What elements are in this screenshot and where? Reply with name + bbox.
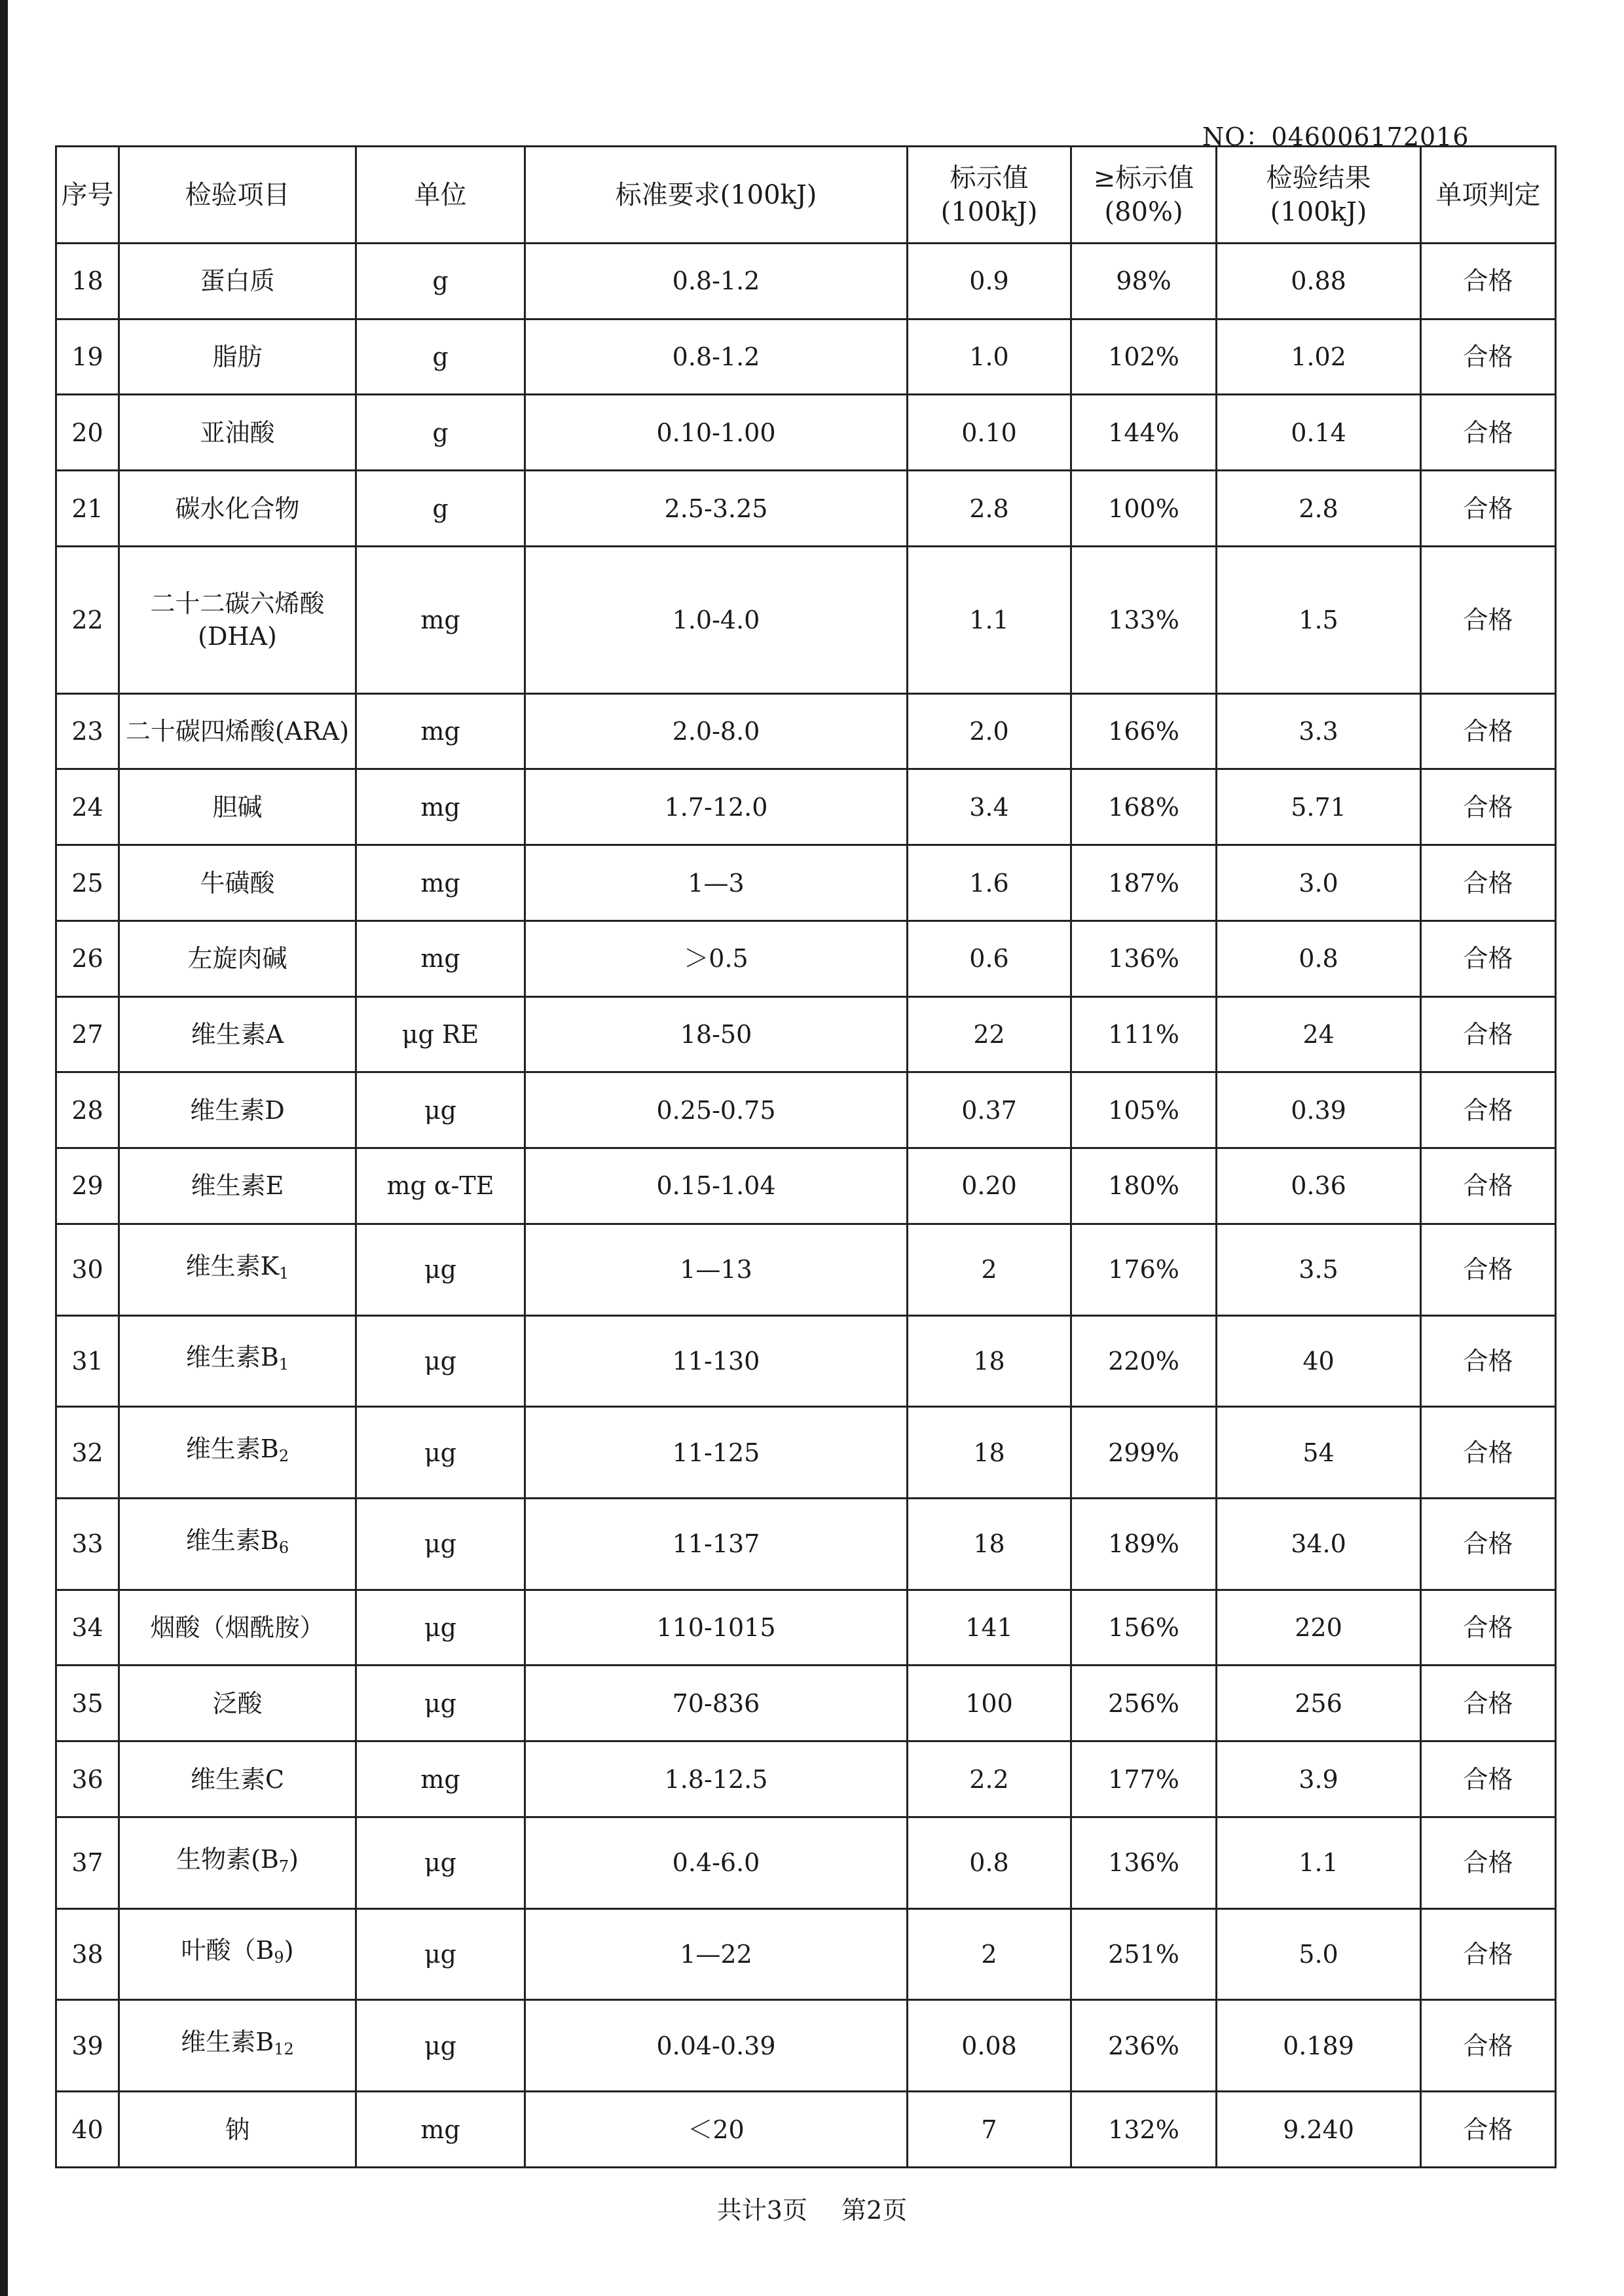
table-row [56, 2000, 1556, 2092]
cell-unit: μg [356, 1666, 525, 1741]
table-row [56, 1741, 1556, 1817]
cell-percent: 166% [1071, 693, 1217, 769]
scan-edge [0, 0, 8, 2296]
cell-result: 0.39 [1217, 1072, 1421, 1148]
cell-seq: 18 [56, 244, 119, 319]
cell-unit: mg [356, 546, 525, 693]
cell-percent: 251% [1071, 1908, 1217, 2000]
item-label: 泛酸 [212, 1688, 263, 1718]
cell-labeled-value: 0.37 [908, 1072, 1071, 1148]
cell-unit: mg [356, 769, 525, 845]
cell-labeled-value: 100 [908, 1666, 1071, 1741]
item-label: 维生素C [190, 1764, 285, 1794]
cell-percent: 105% [1071, 1072, 1217, 1148]
cell-judgment: 合格 [1421, 769, 1556, 845]
cell-result: 0.189 [1217, 2000, 1421, 2092]
table-row [56, 2092, 1556, 2168]
item-label: 烟酸（烟酰胺） [150, 1613, 325, 1643]
header-result: 检验结果 (100kJ) [1217, 147, 1421, 244]
cell-judgment: 合格 [1421, 2000, 1556, 2092]
cell-standard: 18-50 [525, 996, 908, 1072]
item-label: 维生素K [185, 1251, 280, 1281]
cell-unit: mg α-TE [356, 1148, 525, 1224]
cell-judgment: 合格 [1421, 395, 1556, 471]
table-row [56, 845, 1556, 921]
cell-item [119, 1148, 356, 1224]
cell-labeled-value: 2.2 [908, 1741, 1071, 1817]
cell-unit: μg [356, 1224, 525, 1315]
item-label: 生物素(B [176, 1844, 279, 1874]
cell-result: 5.0 [1217, 1908, 1421, 2000]
item-label: 维生素D [190, 1095, 285, 1125]
cell-standard: 1—3 [525, 845, 908, 921]
table-row [56, 1817, 1556, 1908]
cell-labeled-value: 1.0 [908, 319, 1071, 395]
cell-seq: 35 [56, 1666, 119, 1741]
table-row [56, 319, 1556, 395]
cell-labeled-value: 18 [908, 1315, 1071, 1407]
table-body [56, 244, 1556, 2168]
cell-seq: 28 [56, 1072, 119, 1148]
cell-unit: g [356, 395, 525, 471]
cell-labeled-value: 1.1 [908, 546, 1071, 693]
cell-item [119, 920, 356, 996]
cell-item [119, 546, 356, 693]
item-subscript: 12 [274, 2040, 294, 2059]
cell-judgment: 合格 [1421, 920, 1556, 996]
cell-seq: 36 [56, 1741, 119, 1817]
cell-item [119, 395, 356, 471]
cell-seq: 20 [56, 395, 119, 471]
cell-item [119, 2092, 356, 2168]
cell-percent: 180% [1071, 1148, 1217, 1224]
header-judgment: 单项判定 [1421, 147, 1556, 244]
cell-result: 5.71 [1217, 769, 1421, 845]
cell-judgment: 合格 [1421, 1148, 1556, 1224]
cell-standard: 110-1015 [525, 1590, 908, 1666]
cell-labeled-value: 2 [908, 1908, 1071, 2000]
item-label: 维生素E [191, 1171, 284, 1201]
cell-standard: 11-137 [525, 1499, 908, 1590]
item-label: 亚油酸 [200, 418, 275, 447]
cell-result: 3.5 [1217, 1224, 1421, 1315]
cell-item [119, 1315, 356, 1407]
item-label: 叶酸（B [181, 1936, 274, 1965]
total-pages: 共计3页 [716, 2196, 807, 2225]
header-labeled-value: 标示值 (100kJ) [908, 147, 1071, 244]
cell-item [119, 1499, 356, 1590]
cell-item [119, 845, 356, 921]
cell-standard: 70-836 [525, 1666, 908, 1741]
cell-judgment: 合格 [1421, 1224, 1556, 1315]
item-label: 维生素B [181, 2028, 274, 2057]
table-row [56, 1666, 1556, 1741]
cell-seq: 30 [56, 1224, 119, 1315]
cell-percent: 132% [1071, 2092, 1217, 2168]
cell-item [119, 244, 356, 319]
cell-judgment: 合格 [1421, 1817, 1556, 1908]
cell-seq: 21 [56, 471, 119, 547]
cell-labeled-value: 2 [908, 1224, 1071, 1315]
item-label: 碳水化合物 [175, 494, 300, 523]
cell-item [119, 1224, 356, 1315]
item-label: 维生素A [191, 1020, 284, 1049]
cell-judgment: 合格 [1421, 1666, 1556, 1741]
cell-judgment: 合格 [1421, 1072, 1556, 1148]
table-row [56, 1148, 1556, 1224]
cell-unit: μg [356, 1499, 525, 1590]
cell-judgment: 合格 [1421, 1908, 1556, 2000]
item-label: 牛磺酸 [200, 868, 275, 898]
cell-judgment: 合格 [1421, 471, 1556, 547]
cell-percent: 176% [1071, 1224, 1217, 1315]
cell-result: 256 [1217, 1666, 1421, 1741]
cell-unit: mg [356, 1741, 525, 1817]
cell-seq: 34 [56, 1590, 119, 1666]
cell-labeled-value: 0.9 [908, 244, 1071, 319]
cell-standard: 11-125 [525, 1407, 908, 1499]
cell-result: 1.02 [1217, 319, 1421, 395]
cell-unit: μg [356, 2000, 525, 2092]
cell-standard: 0.25-0.75 [525, 1072, 908, 1148]
cell-labeled-value: 2.0 [908, 693, 1071, 769]
cell-item [119, 1590, 356, 1666]
cell-percent: 133% [1071, 546, 1217, 693]
cell-unit: μg [356, 1315, 525, 1407]
cell-unit: μg [356, 1590, 525, 1666]
cell-result: 9.240 [1217, 2092, 1421, 2168]
header-item: 检验项目 [119, 147, 356, 244]
table-row [56, 1499, 1556, 1590]
cell-result: 2.8 [1217, 471, 1421, 547]
cell-labeled-value: 18 [908, 1407, 1071, 1499]
cell-standard: 1—13 [525, 1224, 908, 1315]
cell-labeled-value: 7 [908, 2092, 1071, 2168]
cell-seq: 29 [56, 1148, 119, 1224]
cell-result: 3.3 [1217, 693, 1421, 769]
cell-result: 220 [1217, 1590, 1421, 1666]
table-row [56, 1315, 1556, 1407]
cell-seq: 33 [56, 1499, 119, 1590]
cell-seq: 26 [56, 920, 119, 996]
cell-percent: 156% [1071, 1590, 1217, 1666]
cell-percent: 236% [1071, 2000, 1217, 2092]
cell-percent: 220% [1071, 1315, 1217, 1407]
cell-seq: 31 [56, 1315, 119, 1407]
cell-percent: 100% [1071, 471, 1217, 547]
cell-percent: 136% [1071, 920, 1217, 996]
cell-standard: 0.8-1.2 [525, 319, 908, 395]
cell-item [119, 319, 356, 395]
cell-labeled-value: 1.6 [908, 845, 1071, 921]
cell-judgment: 合格 [1421, 1499, 1556, 1590]
cell-labeled-value: 0.10 [908, 395, 1071, 471]
page-footer [0, 2190, 1624, 2226]
header-seq: 序号 [56, 147, 119, 244]
item-label: 二十碳四烯酸(ARA) [125, 717, 350, 746]
item-subscript: 7 [278, 1857, 289, 1876]
cell-percent: 102% [1071, 319, 1217, 395]
cell-item [119, 471, 356, 547]
cell-labeled-value: 0.8 [908, 1817, 1071, 1908]
cell-seq: 40 [56, 2092, 119, 2168]
cell-unit: mg [356, 693, 525, 769]
cell-judgment: 合格 [1421, 693, 1556, 769]
cell-unit: μg RE [356, 996, 525, 1072]
cell-result: 0.36 [1217, 1148, 1421, 1224]
cell-labeled-value: 2.8 [908, 471, 1071, 547]
cell-standard: 2.5-3.25 [525, 471, 908, 547]
table-row [56, 1224, 1556, 1315]
item-label: 左旋肉碱 [187, 944, 287, 974]
cell-unit: mg [356, 2092, 525, 2168]
cell-judgment: 合格 [1421, 845, 1556, 921]
cell-item [119, 2000, 356, 2092]
cell-judgment: 合格 [1421, 319, 1556, 395]
cell-result: 34.0 [1217, 1499, 1421, 1590]
cell-item [119, 693, 356, 769]
cell-unit: g [356, 319, 525, 395]
cell-seq: 37 [56, 1817, 119, 1908]
cell-item [119, 1741, 356, 1817]
report-number: NO：046006172016 [1202, 122, 1469, 151]
cell-standard: 0.8-1.2 [525, 244, 908, 319]
cell-standard: ＞0.5 [525, 920, 908, 996]
cell-labeled-value: 18 [908, 1499, 1071, 1590]
cell-standard: ＜20 [525, 2092, 908, 2168]
cell-labeled-value: 0.08 [908, 2000, 1071, 2092]
item-subscript: 2 [278, 1447, 289, 1466]
cell-item [119, 1407, 356, 1499]
cell-percent: 111% [1071, 996, 1217, 1072]
cell-standard: 1.8-12.5 [525, 1741, 908, 1817]
table-row [56, 395, 1556, 471]
item-suffix: ) [284, 1936, 294, 1965]
cell-percent: 144% [1071, 395, 1217, 471]
cell-percent: 98% [1071, 244, 1217, 319]
table-row [56, 769, 1556, 845]
cell-result: 3.0 [1217, 845, 1421, 921]
cell-item [119, 1072, 356, 1148]
cell-unit: g [356, 471, 525, 547]
cell-result: 54 [1217, 1407, 1421, 1499]
cell-unit: g [356, 244, 525, 319]
cell-judgment: 合格 [1421, 244, 1556, 319]
cell-seq: 39 [56, 2000, 119, 2092]
table-row [56, 1590, 1556, 1666]
cell-percent: 136% [1071, 1817, 1217, 1908]
cell-result: 3.9 [1217, 1741, 1421, 1817]
cell-result: 1.1 [1217, 1817, 1421, 1908]
cell-percent: 299% [1071, 1407, 1217, 1499]
table-row [56, 920, 1556, 996]
cell-item [119, 1908, 356, 2000]
item-subscript: 9 [274, 1948, 284, 1967]
item-subscript: 6 [278, 1538, 289, 1557]
cell-percent: 256% [1071, 1666, 1217, 1741]
cell-judgment: 合格 [1421, 1590, 1556, 1666]
cell-result: 0.88 [1217, 244, 1421, 319]
item-label: 蛋白质 [200, 266, 275, 296]
cell-item [119, 1817, 356, 1908]
cell-seq: 19 [56, 319, 119, 395]
table-row [56, 693, 1556, 769]
cell-labeled-value: 0.6 [908, 920, 1071, 996]
cell-judgment: 合格 [1421, 1741, 1556, 1817]
item-label: 维生素B [185, 1434, 279, 1464]
item-subscript: 1 [278, 1355, 289, 1374]
cell-percent: 189% [1071, 1499, 1217, 1590]
item-suffix: ) [289, 1844, 299, 1874]
item-label: 脂肪 [212, 342, 263, 372]
header-percent: ≥标示值 (80%) [1071, 147, 1217, 244]
cell-unit: mg [356, 920, 525, 996]
cell-labeled-value: 3.4 [908, 769, 1071, 845]
cell-unit: μg [356, 1908, 525, 2000]
cell-seq: 22 [56, 546, 119, 693]
header-standard: 标准要求(100kJ) [525, 147, 908, 244]
cell-result: 0.14 [1217, 395, 1421, 471]
table-row [56, 546, 1556, 693]
current-page: 第2页 [841, 2196, 908, 2225]
table-row [56, 996, 1556, 1072]
cell-judgment: 合格 [1421, 1407, 1556, 1499]
table-row [56, 1407, 1556, 1499]
table-row [56, 471, 1556, 547]
cell-seq: 38 [56, 1908, 119, 2000]
cell-unit: μg [356, 1407, 525, 1499]
cell-seq: 27 [56, 996, 119, 1072]
table-header-row [56, 147, 1556, 244]
cell-seq: 25 [56, 845, 119, 921]
cell-judgment: 合格 [1421, 1315, 1556, 1407]
cell-item [119, 996, 356, 1072]
cell-seq: 24 [56, 769, 119, 845]
cell-result: 24 [1217, 996, 1421, 1072]
table-row [56, 1908, 1556, 2000]
item-label: 维生素B [185, 1343, 279, 1372]
item-subscript: 1 [279, 1264, 289, 1283]
cell-standard: 0.15-1.04 [525, 1148, 908, 1224]
cell-standard: 0.04-0.39 [525, 2000, 908, 2092]
cell-result: 0.8 [1217, 920, 1421, 996]
table-row [56, 1072, 1556, 1148]
cell-percent: 187% [1071, 845, 1217, 921]
cell-standard: 2.0-8.0 [525, 693, 908, 769]
cell-percent: 177% [1071, 1741, 1217, 1817]
cell-standard: 0.4-6.0 [525, 1817, 908, 1908]
table-row [56, 244, 1556, 319]
cell-standard: 1.7-12.0 [525, 769, 908, 845]
cell-judgment: 合格 [1421, 2092, 1556, 2168]
cell-seq: 23 [56, 693, 119, 769]
cell-judgment: 合格 [1421, 996, 1556, 1072]
cell-standard: 11-130 [525, 1315, 908, 1407]
cell-labeled-value: 0.20 [908, 1148, 1071, 1224]
item-label: 胆碱 [212, 792, 263, 822]
cell-percent: 168% [1071, 769, 1217, 845]
cell-unit: μg [356, 1817, 525, 1908]
cell-standard: 1—22 [525, 1908, 908, 2000]
cell-labeled-value: 141 [908, 1590, 1071, 1666]
cell-standard: 0.10-1.00 [525, 395, 908, 471]
cell-item [119, 1666, 356, 1741]
cell-result: 40 [1217, 1315, 1421, 1407]
item-label: 维生素B [185, 1525, 279, 1555]
inspection-table [55, 145, 1557, 2168]
item-label: 钠 [225, 2115, 250, 2144]
cell-labeled-value: 22 [908, 996, 1071, 1072]
cell-result: 1.5 [1217, 546, 1421, 693]
item-label: 二十二碳六烯酸 (DHA) [150, 589, 325, 651]
cell-judgment: 合格 [1421, 546, 1556, 693]
cell-seq: 32 [56, 1407, 119, 1499]
cell-item [119, 769, 356, 845]
cell-unit: μg [356, 1072, 525, 1148]
cell-standard: 1.0-4.0 [525, 546, 908, 693]
cell-unit: mg [356, 845, 525, 921]
header-unit: 单位 [356, 147, 525, 244]
